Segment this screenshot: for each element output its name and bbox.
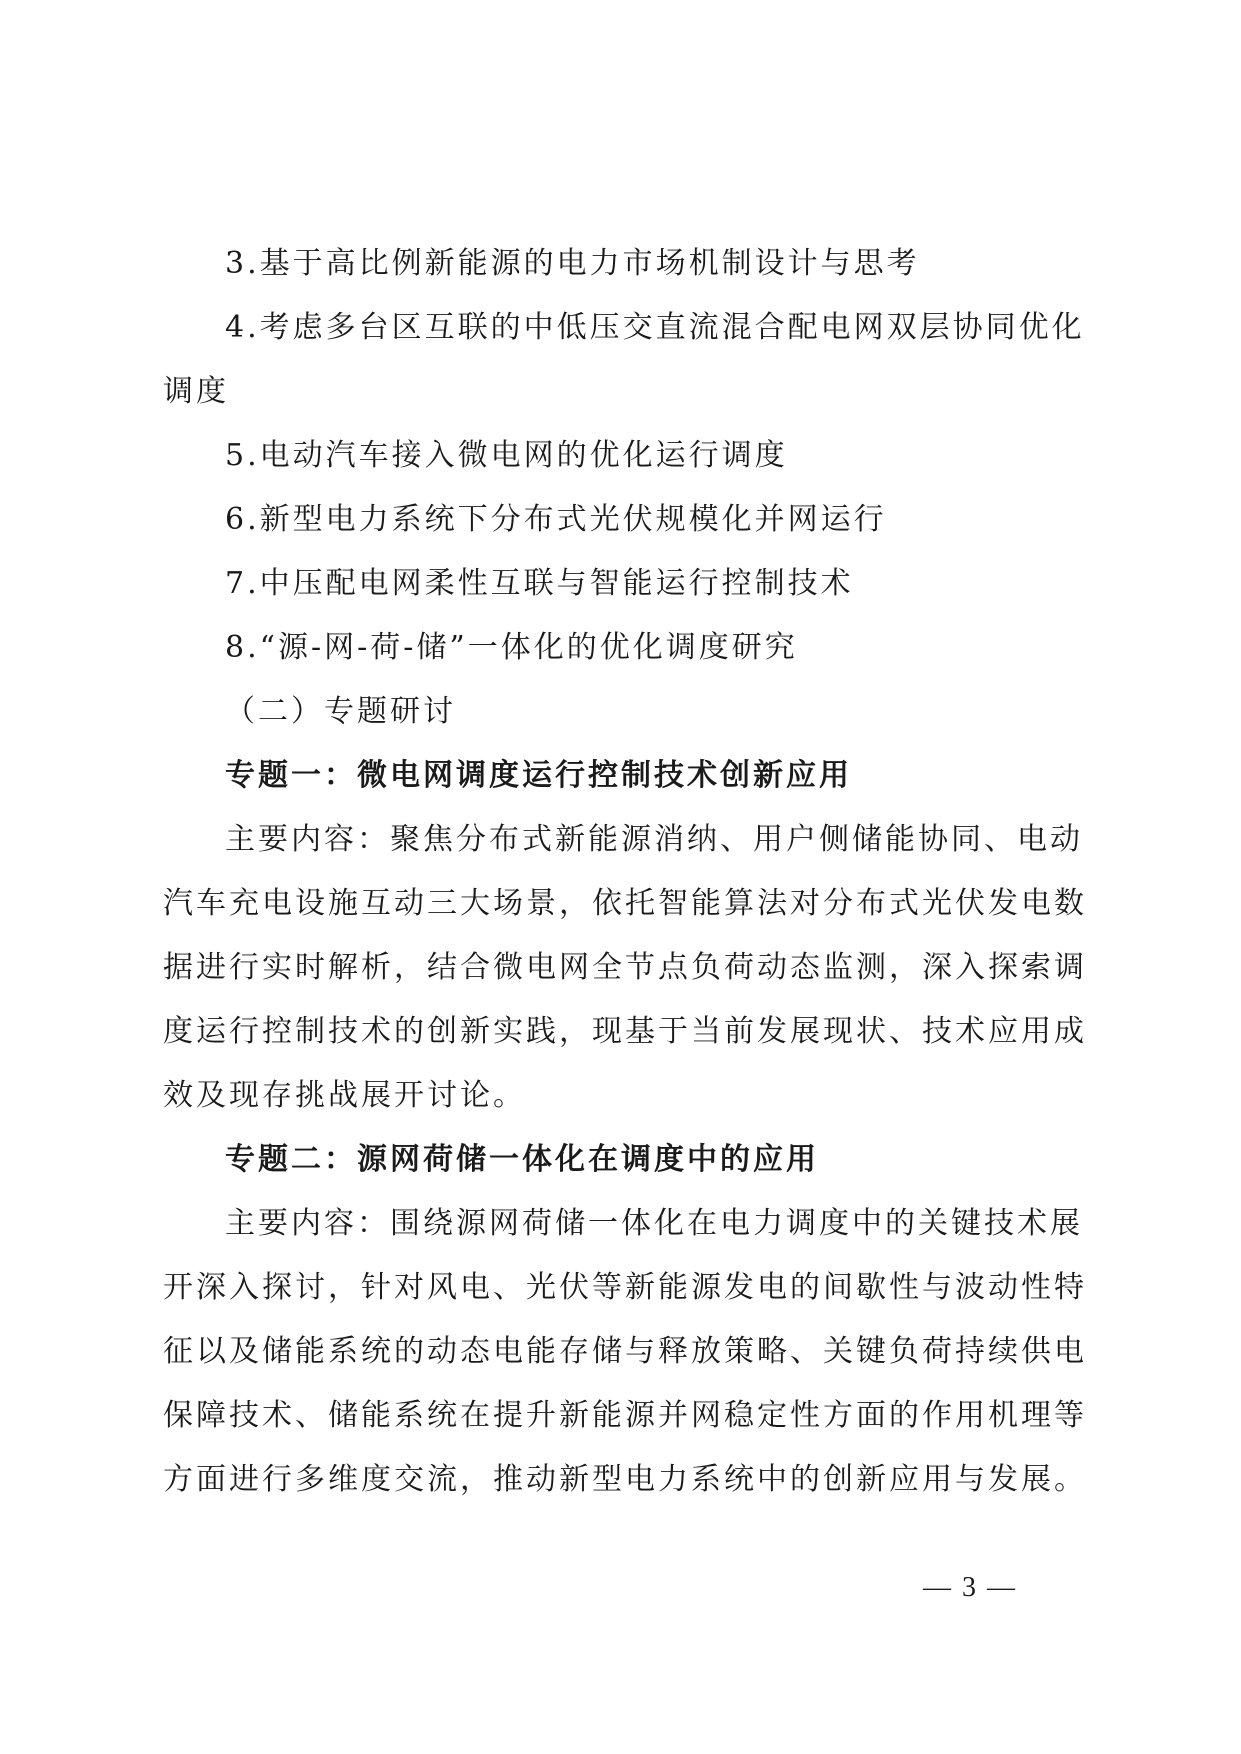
- text-line: 汽车充电设施互动三大场景，依托智能算法对分布式光伏发电数: [163, 886, 1087, 921]
- text-line: 3.基于高比例新能源的电力市场机制设计与思考: [225, 246, 920, 281]
- text-line: 4.考虑多台区互联的中低压交直流混合配电网双层协同优化: [225, 310, 1085, 345]
- section-heading: 专题二：源网荷储一体化在调度中的应用: [225, 1142, 819, 1177]
- text-line: 保障技术、储能系统在提升新能源并网稳定性方面的作用机理等: [163, 1398, 1087, 1433]
- text-line: 方面进行多维度交流，推动新型电力系统中的创新应用与发展。: [163, 1462, 1087, 1497]
- text-line: 7.中压配电网柔性互联与智能运行控制技术: [225, 566, 854, 601]
- text-line: 主要内容：围绕源网荷储一体化在电力调度中的关键技术展: [225, 1206, 1083, 1241]
- document-body: [163, 232, 1087, 1512]
- section-heading: 专题一：微电网调度运行控制技术创新应用: [225, 758, 852, 793]
- text-line: 度运行控制技术的创新实践，现基于当前发展现状、技术应用成: [163, 1014, 1087, 1049]
- text-line: 8.“源-网-荷-储”一体化的优化调度研究: [225, 630, 798, 665]
- text-line: 据进行实时解析，结合微电网全节点负荷动态监测，深入探索调: [163, 950, 1087, 985]
- text-line: 主要内容：聚焦分布式新能源消纳、用户侧储能协同、电动: [225, 822, 1083, 857]
- text-line: 效及现存挑战展开讨论。: [163, 1078, 526, 1113]
- text-line: （二）专题研讨: [225, 694, 456, 729]
- text-line: 征以及储能系统的动态电能存储与释放策略、关键负荷持续供电: [163, 1334, 1087, 1369]
- text-line: 6.新型电力系统下分布式光伏规模化并网运行: [225, 502, 887, 537]
- text-line: 5.电动汽车接入微电网的优化运行调度: [225, 438, 788, 473]
- text-line: 调度: [163, 374, 229, 409]
- page-number: — 3 —: [923, 1572, 1017, 1603]
- text-line: 开深入探讨，针对风电、光伏等新能源发电的间歇性与波动性特: [163, 1270, 1087, 1305]
